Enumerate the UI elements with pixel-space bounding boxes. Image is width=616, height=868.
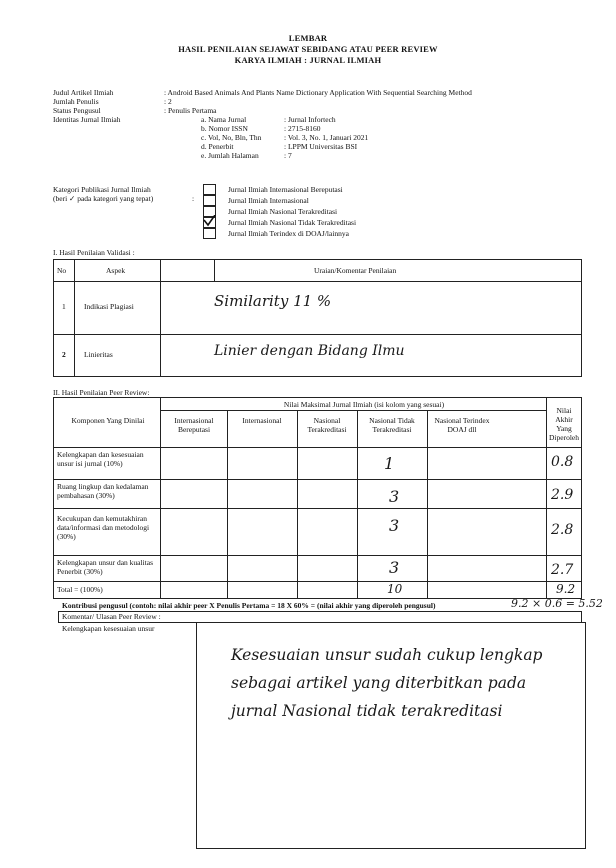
kategori-checkbox-4[interactable] xyxy=(203,228,216,239)
validasi-col-uraian: Uraian/Komentar Penilaian xyxy=(314,266,397,275)
identitas-value-4: : 7 xyxy=(284,151,292,160)
jumlah-label: Jumlah Penulis xyxy=(53,97,99,106)
peer-subcol-0: Internasional Bereputasi xyxy=(174,416,214,434)
peer-row-2-akhir: 2.9 xyxy=(551,487,574,503)
identitas-key-2: c. Vol, No, Bln, Thn xyxy=(201,133,262,142)
peer-row-2-komponen: Ruang lingkup dan kedalaman pembahasan (30%) xyxy=(57,482,149,500)
peer-subcol-4: Nasional Terindex DOAJ dll xyxy=(434,416,490,434)
status-value: : Penulis Pertama xyxy=(164,106,217,115)
validasi-row-1-no: 1 xyxy=(62,302,66,311)
peer-row-2-nilai: 3 xyxy=(389,487,400,506)
kontribusi-value: 9.2 × 0.6 = 5.52 xyxy=(511,597,603,610)
komentar-text: Kesesuaian unsur sudah cukup lengkap sebagai artikel yang diterbitkan pada jurnal Nasional tidak terakreditasi xyxy=(231,646,543,720)
peer-subcol-3: Nasional Tidak Terakreditasi xyxy=(369,416,415,434)
validasi-row-1-komentar: Similarity 11 % xyxy=(214,292,332,310)
kategori-checkbox-1[interactable] xyxy=(203,195,216,206)
validasi-col-aspek: Aspek xyxy=(106,266,126,275)
kategori-colon: : xyxy=(192,194,195,203)
validasi-table xyxy=(53,259,582,377)
kategori-option-1: Jurnal Ilmiah Internasional xyxy=(228,196,309,205)
peer-title: II. Hasil Penilaian Peer Review: xyxy=(53,388,150,397)
validasi-row-2-komentar: Linier dengan Bidang Ilmu xyxy=(214,343,405,359)
peer-row-4-komponen: Kelengkapan unsur dan kualitas Penerbit (30%) xyxy=(57,558,154,576)
peer-subcol-2: Nasional Terakreditasi xyxy=(307,416,347,434)
validasi-col-no: No xyxy=(57,266,67,275)
identitas-key-3: d. Penerbit xyxy=(201,142,234,151)
status-label: Status Pengusul xyxy=(53,106,101,115)
kategori-hint: (beri ✓ pada kategori yang tepat) xyxy=(53,194,154,203)
kategori-checkbox-0[interactable] xyxy=(203,184,216,195)
identitas-value-3: : LPPM Universitas BSI xyxy=(284,142,358,151)
peer-row-3-akhir: 2.8 xyxy=(551,522,574,538)
peer-row-3-nilai: 3 xyxy=(389,516,400,535)
identitas-key-4: e. Jumlah Halaman xyxy=(201,151,259,160)
header-title-2: HASIL PENILAIAN SEJAWAT SEBIDANG ATAU PEER REVIEW xyxy=(178,44,438,54)
validasi-row-1-aspek: Indikasi Plagiasi xyxy=(84,302,134,311)
header-title-1: LEMBAR xyxy=(288,33,328,43)
peer-row-1-akhir: 0.8 xyxy=(551,454,574,470)
kategori-option-3: Jurnal Ilmiah Nasional Tidak Terakreditasi xyxy=(228,218,357,227)
peer-row-3-komponen: Kecukupan dan kemutakhiran data/informasi dan metodologi (30%) xyxy=(57,514,150,541)
peer-col-nilai-maks: Nilai Maksimal Jurnal Ilmiah (isi kolom yang sesuai) xyxy=(283,400,445,409)
peer-total-label: Total = (100%) xyxy=(57,585,103,594)
identitas-value-1: : 2715-8160 xyxy=(284,124,321,133)
judul-label: Judul Artikel Ilmiah xyxy=(53,88,114,97)
check-mark-icon xyxy=(203,215,216,227)
peer-col-komponen: Komponen Yang Dinilai xyxy=(71,416,145,425)
komentar-sub: Kelengkapan kesesuaian unsur xyxy=(62,624,155,633)
peer-table xyxy=(53,397,582,599)
peer-row-4-nilai: 3 xyxy=(389,558,400,577)
jumlah-value: : 2 xyxy=(164,97,172,106)
identitas-key-1: b. Nomor ISSN xyxy=(201,124,248,133)
peer-row-1-nilai: 1 xyxy=(384,454,395,473)
validasi-row-2-no: 2 xyxy=(62,350,66,359)
kategori-label: Kategori Publikasi Jurnal Ilmiah xyxy=(53,185,151,194)
kategori-option-0: Jurnal Ilmiah Internasional Bereputasi xyxy=(228,185,343,194)
identitas-value-0: : Jurnal Infortech xyxy=(284,115,336,124)
header-title-3: KARYA ILMIAH : JURNAL ILMIAH xyxy=(234,55,382,65)
judul-value: : Android Based Animals And Plants Name Dictionary Application With Sequential Searching Method xyxy=(164,88,472,97)
validasi-title: I. Hasil Penilaian Validasi : xyxy=(53,248,135,257)
kategori-checkbox-3[interactable] xyxy=(203,217,216,228)
identitas-key-0: a. Nama Jurnal xyxy=(201,115,247,124)
peer-row-1-komponen: Kelengkapan dan kesesuaian unsur isi jurnal (10%) xyxy=(57,450,144,468)
kategori-option-4: Jurnal Ilmiah Terindex di DOAJ/lainnya xyxy=(228,229,349,238)
peer-subcol-1: Internasional xyxy=(242,416,282,425)
identitas-value-2: : Vol. 3, No. 1, Januari 2021 xyxy=(284,133,369,142)
komentar-box[interactable] xyxy=(196,622,586,849)
komentar-label: Komentar/ Ulasan Peer Review : xyxy=(62,612,161,621)
kategori-option-2: Jurnal Ilmiah Nasional Terakreditasi xyxy=(228,207,338,216)
peer-row-4-akhir: 2.7 xyxy=(551,562,574,578)
validasi-row-2-aspek: Linieritas xyxy=(84,350,113,359)
peer-total-nilai: 10 xyxy=(387,582,403,596)
peer-col-akhir: Nilai Akhir Yang Diperoleh xyxy=(549,406,579,442)
peer-total-akhir: 9.2 xyxy=(556,582,576,596)
identitas-label: Identitas Jurnal Ilmiah xyxy=(53,115,121,124)
kontribusi-label: Kontribusi pengusul (contoh: nilai akhir peer X Penulis Pertama = 18 X 60% = (nilai akhir yang diperoleh pengusul) xyxy=(62,601,436,610)
